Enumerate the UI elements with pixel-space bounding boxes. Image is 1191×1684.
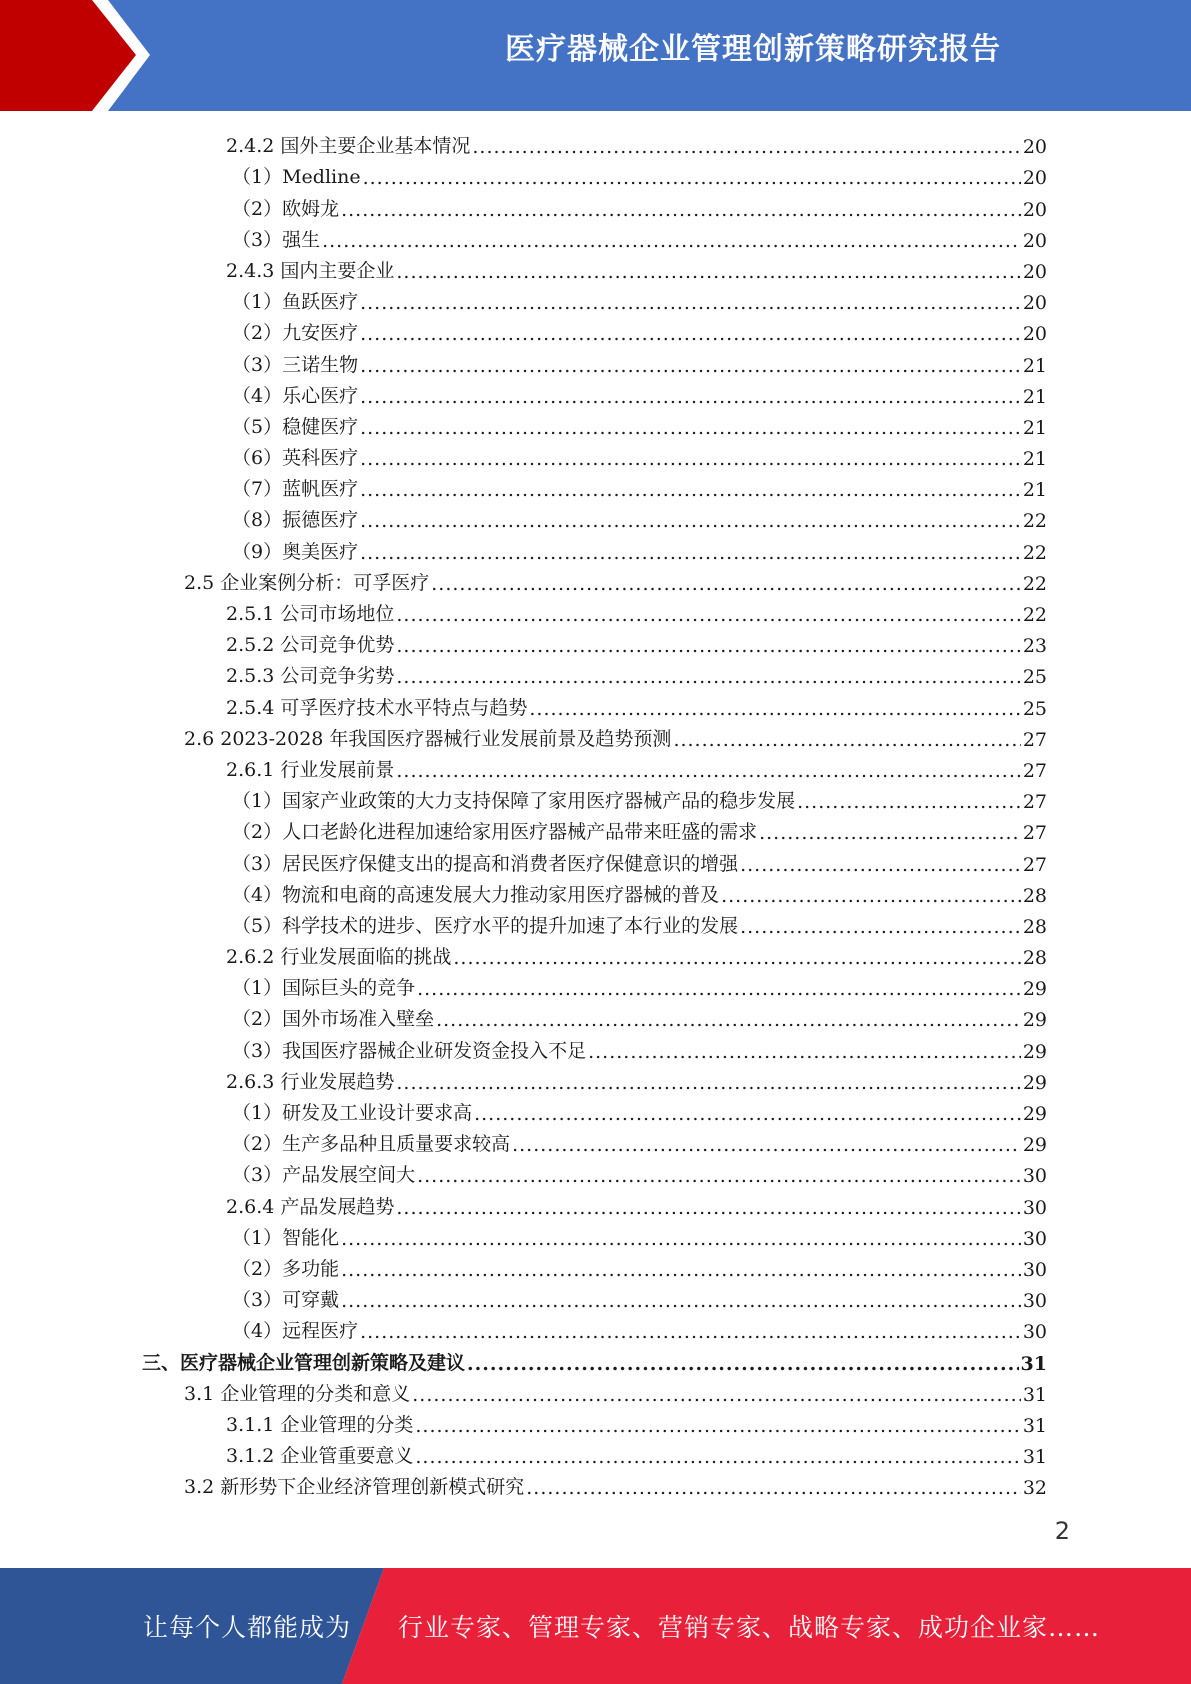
toc-entry-label: 2.5.2 公司竞争优势 [226,634,395,657]
toc-entry[interactable] [0,501,1191,532]
toc-entry-page: 21 [1022,448,1047,471]
toc-entry-page: 21 [1022,416,1047,439]
toc-entry[interactable] [0,938,1191,969]
toc-entry[interactable] [0,532,1191,563]
toc-entry-label: 2.5.3 公司竞争劣势 [226,665,395,688]
toc-entry[interactable] [0,1094,1191,1125]
toc-dot-leader [360,292,1021,314]
toc-entry-label: （4）物流和电商的高速发展大力推动家用医疗器械的普及 [232,883,720,906]
toc-dot-leader [396,635,1020,657]
toc-dot-leader [396,1197,1020,1219]
toc-dot-leader [526,1477,1021,1499]
toc-entry[interactable] [0,1468,1191,1499]
toc-entry-page: 21 [1022,479,1047,502]
toc-entry-page: 29 [1022,1071,1047,1094]
toc-entry[interactable] [0,314,1191,345]
toc-dot-leader [412,1384,1021,1406]
toc-dot-leader [431,573,1021,595]
toc-entry-label: （2）欧姆龙 [232,197,340,220]
toc-entry-page: 20 [1022,167,1047,190]
toc-dot-leader [529,698,1020,720]
toc-entry[interactable] [0,439,1191,470]
toc-dot-leader [360,479,1021,501]
toc-dot-leader [512,1134,1021,1156]
toc-entry[interactable] [0,626,1191,657]
toc-entry-label: （5）稳健医疗 [232,415,359,438]
toc-entry[interactable] [0,720,1191,751]
toc-dot-leader [436,1009,1021,1031]
toc-entry[interactable] [0,1031,1191,1062]
toc-dot-leader [363,167,1021,189]
toc-entry[interactable] [0,657,1191,688]
toc-entry-page: 29 [1022,1134,1047,1157]
toc-entry-page: 27 [1022,853,1047,876]
toc-dot-leader [360,386,1021,408]
toc-entry-label: 2.6 2023-2028 年我国医疗器械行业发展前景及趋势预测 [184,727,672,750]
toc-entry-label: （2）九安医疗 [232,322,359,345]
toc-entry[interactable] [0,595,1191,626]
toc-dot-leader [415,1415,1020,1437]
toc-entry-label: （1）Medline [232,166,361,189]
toc-entry-page: 20 [1022,323,1047,346]
toc-entry-label: 三、医疗器械企业管理创新策略及建议 [142,1351,466,1374]
toc-entry-page: 31 [1022,1446,1047,1469]
toc-entry-label: 3.1.1 企业管理的分类 [226,1413,414,1436]
toc-dot-leader [673,729,1020,751]
toc-entry-label: 2.6.3 行业发展趋势 [226,1070,395,1093]
toc-entry[interactable] [0,1281,1191,1312]
toc-entry-page: 27 [1022,791,1047,814]
toc-entry[interactable] [0,1156,1191,1187]
toc-dot-leader [740,916,1021,938]
toc-entry-label: 3.1.2 企业管重要意义 [226,1445,414,1468]
toc-entry-label: （3）我国医疗器械企业研发资金投入不足 [232,1039,587,1062]
toc-entry-page: 30 [1022,1321,1047,1344]
toc-entry-label: （6）英科医疗 [232,447,359,470]
toc-dot-leader [360,1321,1021,1343]
toc-entry-page: 31 [1022,1414,1047,1437]
toc-dot-leader [360,448,1021,470]
toc-entry-label: （2）多功能 [232,1257,340,1280]
toc-dot-leader [417,1165,1021,1187]
toc-entry-label: 2.6.4 产品发展趋势 [226,1195,395,1218]
toc-dot-leader [360,323,1021,345]
toc-dot-leader [341,1290,1021,1312]
toc-entry-label: （9）奥美医疗 [232,540,359,563]
toc-entry[interactable] [0,408,1191,439]
toc-entry[interactable] [0,844,1191,875]
toc-entry[interactable] [0,127,1191,158]
toc-entry-page: 27 [1022,728,1047,751]
toc-dot-leader [360,355,1021,377]
toc-dot-leader [453,947,1020,969]
toc-entry-page: 31 [1020,1352,1047,1375]
toc-entry-page: 29 [1022,1103,1047,1125]
toc-entry-page: 30 [1022,1290,1047,1313]
footer-slogan-right: 行业专家、管理专家、营销专家、战略专家、成功企业家…… [398,1613,1101,1642]
toc-entry-label: （2）国外市场准入壁垒 [232,1008,435,1031]
toc-entry[interactable] [0,283,1191,314]
toc-entry-label: （1）国家产业政策的大力支持保障了家用医疗器械产品的稳步发展 [232,790,796,813]
toc-dot-leader [322,230,1021,252]
toc-entry-label: （3）强生 [232,228,321,251]
toc-entry-label: （5）科学技术的进步、医疗水平的提升加速了本行业的发展 [232,914,739,937]
toc-entry-page: 29 [1022,978,1047,1001]
toc-entry-label: （4）乐心医疗 [232,384,359,407]
toc-entry[interactable] [0,688,1191,719]
toc-entry-label: 2.5.4 可孚医疗技术水平特点与趋势 [226,696,528,719]
toc-entry-label: （2）生产多品种且质量要求较高 [232,1133,511,1156]
toc-dot-leader [396,666,1020,688]
toc-entry[interactable] [0,1406,1191,1437]
toc-entry-page: 22 [1022,572,1047,595]
toc-entry-label: 2.4.3 国内主要企业 [226,259,395,282]
toc-entry-label: 2.4.2 国外主要企业基本情况 [226,135,471,158]
toc-entry[interactable] [0,969,1191,1000]
toc-dot-leader [396,261,1020,283]
toc-entry-label: （2）人口老龄化进程加速给家用医疗器械产品带来旺盛的需求 [232,821,758,844]
toc-entry-page: 25 [1022,697,1047,720]
toc-dot-leader [341,1259,1021,1281]
toc-entry-label: 2.6.2 行业发展面临的挑战 [226,946,452,969]
toc-entry-label: 3.2 新形势下企业经济管理创新模式研究 [184,1476,525,1499]
toc-entry-page: 32 [1022,1477,1047,1500]
toc-entry-page: 31 [1022,1383,1047,1406]
toc-entry-label: （1）鱼跃医疗 [232,291,359,314]
toc-entry-label: 3.1 企业管理的分类和意义 [184,1382,411,1405]
toc-dot-leader [415,1446,1020,1468]
toc-entry[interactable] [0,876,1191,907]
toc-entry[interactable] [0,221,1191,252]
toc-entry-label: 2.5 企业案例分析：可孚医疗 [184,571,430,594]
toc-entry[interactable] [0,1312,1191,1343]
toc-entry[interactable] [0,1219,1191,1250]
toc-entry-label: （1）国际巨头的竞争 [232,977,416,1000]
toc-entry[interactable] [0,377,1191,408]
toc-dot-leader [341,1228,1021,1250]
toc-entry-page: 28 [1022,915,1047,938]
toc-entry[interactable] [0,782,1191,813]
toc-entry[interactable] [0,1000,1191,1031]
report-title: 医疗器械企业管理创新策略研究报告 [505,32,1001,67]
toc-entry-page: 28 [1022,947,1047,970]
toc-entry-page: 22 [1022,510,1047,533]
toc-entry-page: 29 [1022,1040,1047,1063]
toc-entry-page: 21 [1022,385,1047,408]
toc-entry-label: （7）蓝帆医疗 [232,478,359,501]
toc-entry-page: 20 [1022,260,1047,283]
toc-entry[interactable] [0,1375,1191,1406]
toc-entry[interactable] [0,1063,1191,1094]
toc-entry[interactable] [0,1343,1191,1374]
toc-entry[interactable] [0,252,1191,283]
toc-dot-leader [341,199,1021,221]
toc-entry[interactable] [0,1250,1191,1281]
toc-dot-leader [360,542,1021,564]
page-header [0,0,1191,111]
toc-entry-page: 30 [1022,1258,1047,1281]
toc-entry-label: 2.6.1 行业发展前景 [226,758,395,781]
toc-entry-label: （1）智能化 [232,1226,340,1249]
footer-slogan-left: 让每个人都能成为 [143,1613,352,1642]
toc-entry-label: （1）研发及工业设计要求高 [232,1102,473,1124]
toc-dot-leader [759,822,1021,844]
table-of-contents [0,127,1191,1499]
toc-entry-page: 20 [1022,136,1047,159]
toc-entry[interactable] [0,158,1191,189]
toc-dot-leader [396,1072,1020,1094]
toc-dot-leader [740,854,1021,876]
toc-entry-page: 27 [1022,822,1047,845]
toc-entry-label: （3）产品发展空间大 [232,1164,416,1187]
toc-dot-leader [360,417,1021,439]
toc-entry-page: 21 [1022,354,1047,377]
toc-dot-leader [360,510,1021,532]
toc-entry-page: 30 [1022,1196,1047,1219]
toc-entry-label: （4）远程医疗 [232,1320,359,1343]
toc-entry[interactable] [0,189,1191,220]
toc-entry[interactable] [0,813,1191,844]
toc-entry[interactable] [0,751,1191,782]
toc-entry-label: （3）可穿戴 [232,1289,340,1312]
toc-dot-leader [721,885,1021,907]
toc-entry-page: 29 [1022,1009,1047,1032]
toc-entry-page: 23 [1022,635,1047,658]
toc-dot-leader [396,604,1020,626]
toc-entry[interactable] [0,345,1191,376]
toc-entry-page: 27 [1022,759,1047,782]
toc-entry[interactable] [0,1437,1191,1468]
toc-entry[interactable] [0,1125,1191,1156]
toc-entry-label: 2.5.1 公司市场地位 [226,603,395,625]
toc-dot-leader [472,136,1020,158]
toc-entry[interactable] [0,470,1191,501]
toc-entry-label: （8）振德医疗 [232,509,359,532]
toc-dot-leader [396,760,1020,782]
toc-entry-page: 30 [1022,1165,1047,1188]
toc-dot-leader [797,791,1021,813]
toc-entry-page: 20 [1022,198,1047,221]
toc-dot-leader [467,1353,1019,1375]
toc-dot-leader [588,1041,1021,1063]
toc-entry[interactable] [0,564,1191,595]
toc-entry-page: 25 [1022,666,1047,689]
toc-entry-page: 20 [1022,229,1047,252]
toc-entry-page: 30 [1022,1227,1047,1250]
toc-entry-label: （3）居民医疗保健支出的提高和消费者医疗保健意识的增强 [232,852,739,875]
toc-entry[interactable] [0,907,1191,938]
toc-entry-page: 22 [1022,541,1047,564]
toc-entry-label: （3）三诺生物 [232,353,359,376]
page-number: 2 [1054,1517,1070,1545]
toc-entry-page: 22 [1022,604,1047,626]
page-footer [0,1568,1191,1684]
toc-dot-leader [417,978,1021,1000]
toc-entry-page: 20 [1022,292,1047,315]
toc-entry-page: 28 [1022,884,1047,907]
toc-dot-leader [474,1103,1021,1125]
toc-entry[interactable] [0,1187,1191,1218]
